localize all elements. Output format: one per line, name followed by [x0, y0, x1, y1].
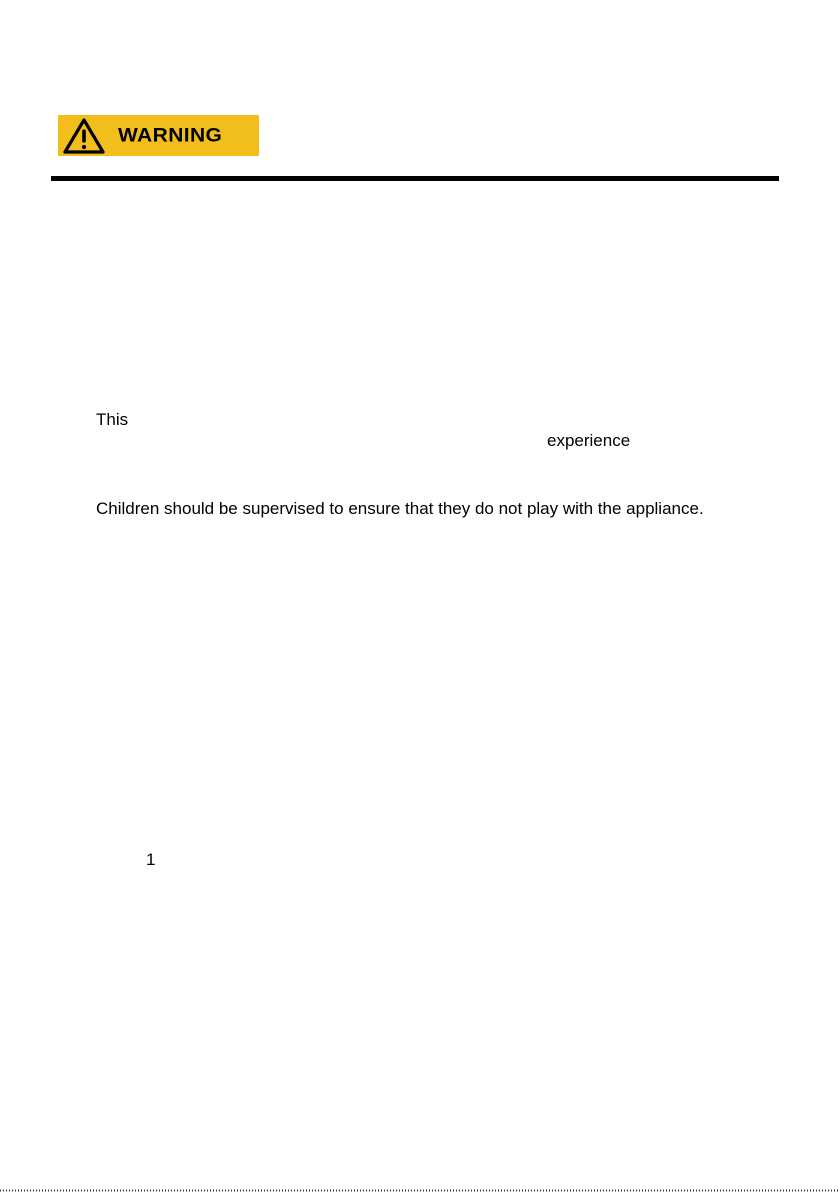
warning-badge — [58, 115, 259, 156]
supervision-sentence: Children should be supervised to ensure that they do not play with the appliance. — [96, 499, 704, 518]
warning-triangle-icon — [62, 117, 106, 155]
body-text-fragment: experience — [547, 431, 631, 450]
page-number: 1 — [146, 850, 156, 869]
warning-label: WARNING — [118, 124, 223, 147]
header-divider — [51, 176, 779, 181]
body-text-fragment: This — [96, 410, 129, 429]
